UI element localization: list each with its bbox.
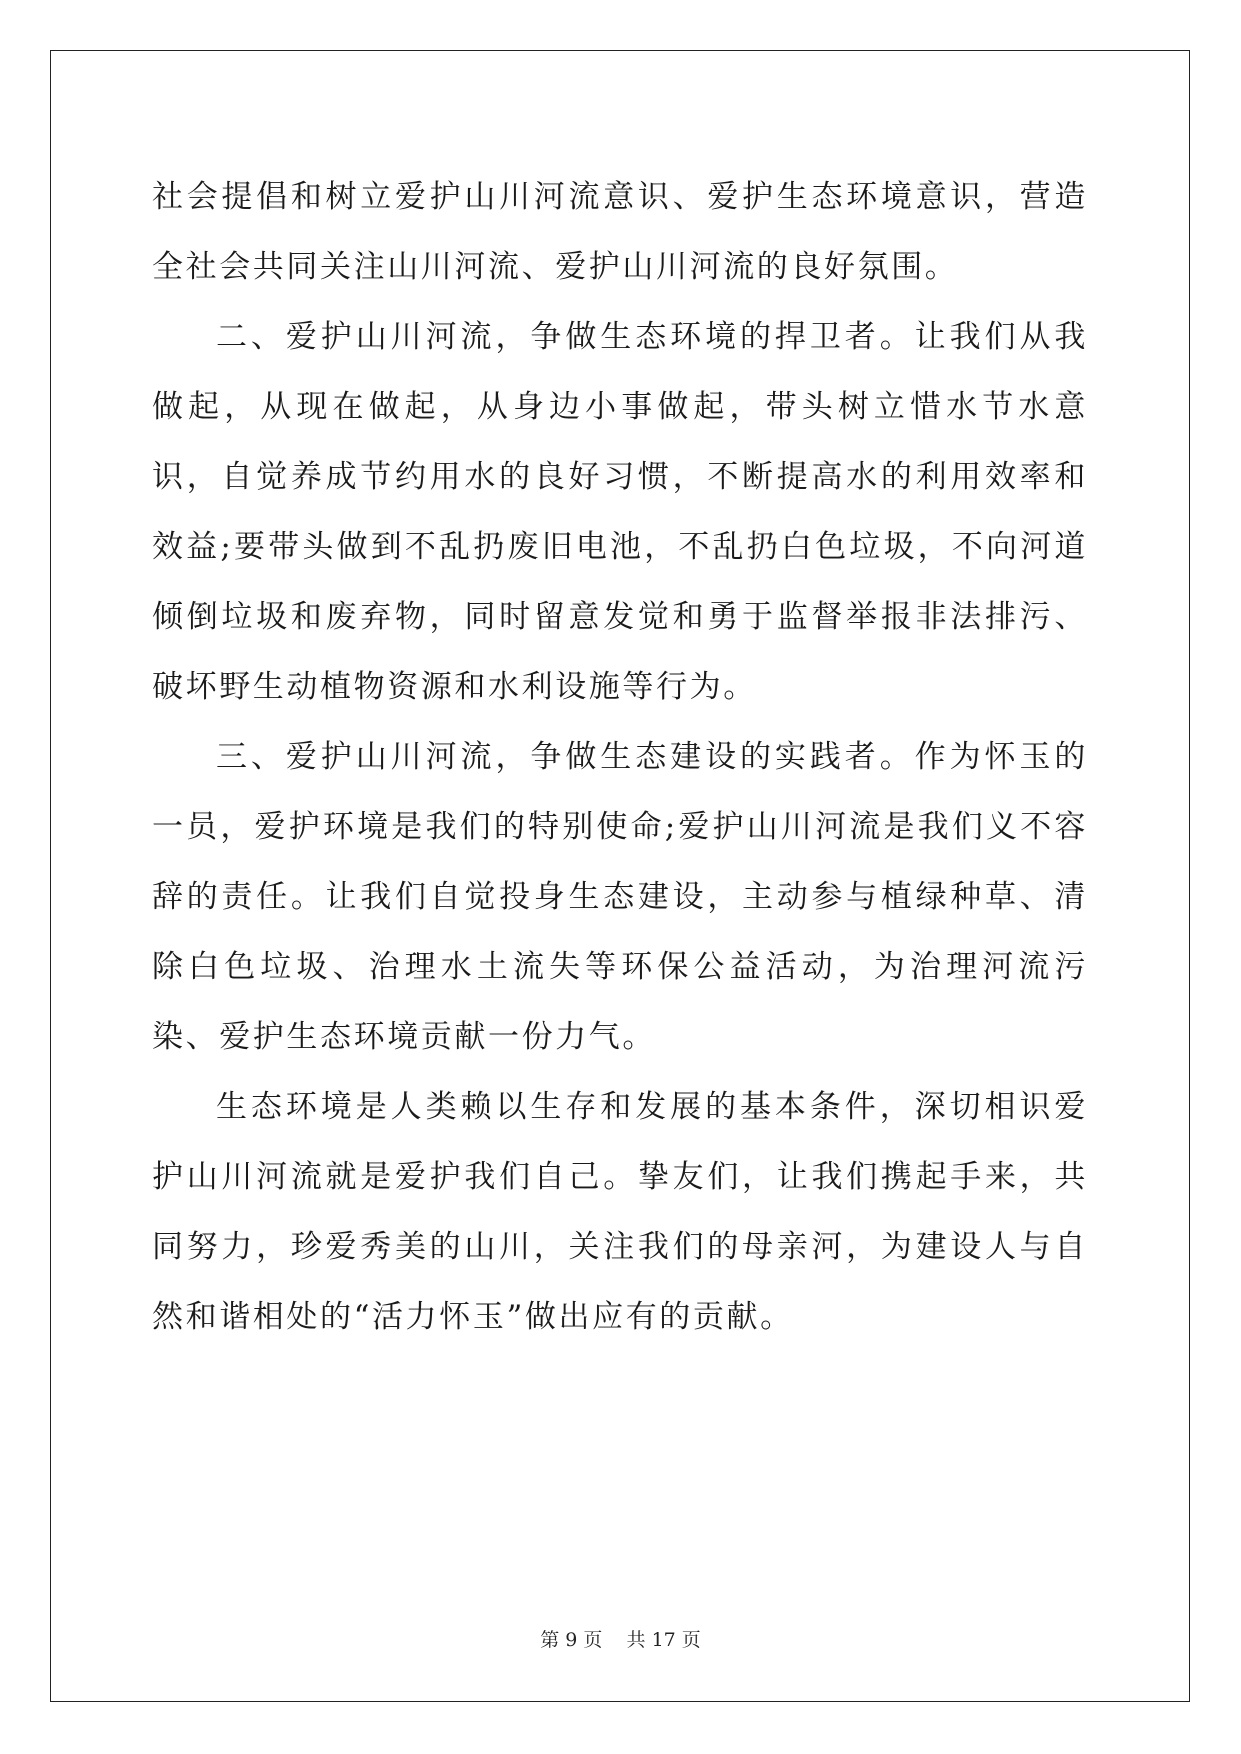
paragraph-2: 二、爱护山川河流，争做生态环境的捍卫者。让我们从我做起，从现在做起，从身边小事做起，带头树立惜水节水意识，自觉养成节约用水的良好习惯，不断提高水的利用效率和效益;要带头做到不乱扔废旧电池，不乱扔白色垃圾，不向河道倾倒垃圾和废弃物，同时留意发觉和勇于监督举报非法排污、破坏野生动植物资源和水利设施等行为。 [152,319,1088,705]
page-number-footer: 第 9 页 共 17 页 [540,1629,701,1651]
document-body [152,162,1088,1352]
paragraph-3: 三、爱护山川河流，争做生态建设的实践者。作为怀玉的一员，爱护环境是我们的特别使命;爱护山川河流是我们义不容辞的责任。让我们自觉投身生态建设，主动参与植绿种草、清除白色垃圾、治理水土流失等环保公益活动，为治理河流污染、爱护生态环境贡献一份力气。 [152,739,1088,1055]
paragraph-4: 生态环境是人类赖以生存和发展的基本条件，深切相识爱护山川河流就是爱护我们自己。挚友们，让我们携起手来，共同努力，珍爱秀美的山川，关注我们的母亲河，为建设人与自然和谐相处的“活力怀玉”做出应有的贡献。 [152,1089,1088,1335]
paragraph-1: 社会提倡和树立爱护山川河流意识、爱护生态环境意识，营造全社会共同关注山川河流、爱护山川河流的良好氛围。 [152,179,1088,285]
